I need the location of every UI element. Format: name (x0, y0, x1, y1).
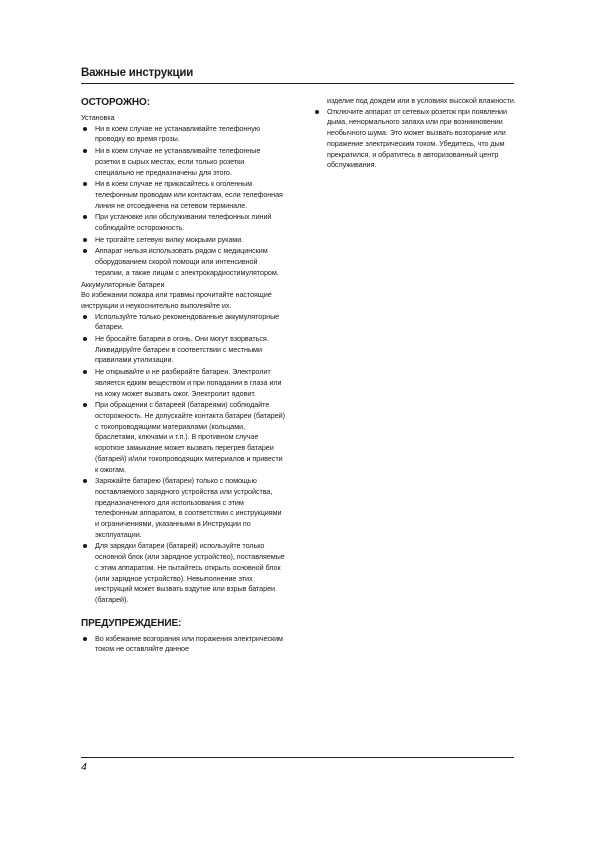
batteries-intro: Во избежании пожара или травмы прочитайте настоящие инструкции и неукоснительно выполняйте их. (81, 290, 272, 310)
caution-heading: ОСТОРОЖНО: (81, 97, 150, 108)
list-item: Не бросайте батареи в огонь. Они могут взорваться. Ликвидируйте батареи в соответствии с местными правилами утилизации. (81, 334, 285, 366)
batteries-subheading: Аккумуляторные батареи (81, 279, 165, 289)
list-item: Во избежание возгорания или поражения электрическим током не оставляйте данное (81, 634, 285, 655)
warning-list (81, 634, 285, 655)
list-item: При установке или обслуживании телефонных линий соблюдайте осторожность. (81, 212, 285, 233)
page-header (81, 64, 514, 84)
page-title: Важные инструкции (81, 67, 194, 79)
bullet-icon (315, 110, 319, 114)
list-item: Не трогайте сетевую вилку мокрыми руками. (81, 235, 285, 246)
left-column (81, 96, 285, 656)
bullet-icon (83, 215, 87, 219)
batteries-list (81, 312, 285, 606)
right-column (313, 96, 517, 172)
bullet-icon (83, 127, 87, 131)
bullet-icon (83, 479, 87, 483)
bullet-icon (83, 315, 87, 319)
list-item: При обращении с батареей (батареями) соблюдайте осторожность. Не допускайте контакта батареи (батарей) с токопроводящими материалами (кольцами, браслетами, ключами и т.п.). В противном случае короткое замыкание может вызвать перегрев батареи (батарей) и/или токопроводящих материалов и привести к ожогам. (81, 400, 285, 475)
bullet-icon (83, 182, 87, 186)
bullet-icon (83, 238, 87, 242)
page-footer (81, 757, 514, 773)
list-item: Заряжайте батарею (батареи) только с помощью поставляемого зарядного устройства или устройства, предназначенного для использования с этим телефонным аппаратом, в соответствии с инструкциями и ограничениями, указанными в Инструкции по эксплуатации. (81, 476, 285, 540)
warning-continuation: изделие под дождем или в условиях высокой влажности. (327, 96, 516, 105)
list-item: Используйте только рекомендованные аккумуляторные батареи. (81, 312, 285, 333)
list-item: Для зарядки батареи (батарей) используйте только основной блок (или зарядное устройство), поставляемые с этим аппаратом. Не пытайтесь открыть основной блок (или зарядное устройство). Невыполнение этих инструкций может вызвать вздутие или взрыв батареи (батарей). (81, 541, 285, 605)
bullet-icon (83, 249, 87, 253)
warning-list-continued (313, 107, 517, 171)
list-item: Ни в коем случае не устанавливайте телефонную проводку во время грозы. (81, 124, 285, 145)
bullet-icon (83, 337, 87, 341)
warning-heading: ПРЕДУПРЕЖДЕНИЕ: (81, 617, 182, 629)
installation-list (81, 124, 285, 279)
list-item: Ни в коем случае не прикасайтесь к оголенным телефонным проводам или контактам, если телефонная линия не отсоединена на сетевом терминале. (81, 179, 285, 211)
bullet-icon (83, 637, 87, 641)
bullet-icon (83, 370, 87, 374)
list-item: Отключите аппарат от сетевых розеток при появлении дыма, ненормального запаха или при возникновении необычного шума. Это может вызвать возгорание или поражение электрическим током. Убедитесь, что дым прекратился, и обратитесь в авторизованный центр обслуживания. (313, 107, 517, 171)
bullet-icon (83, 403, 87, 407)
installation-subheading: Установка (81, 113, 115, 122)
list-item: Аппарат нельзя использовать рядом с медицинским оборудованием скорой помощи или интенсивной терапии, а также лицам с электрокардиостимулятором. (81, 246, 285, 278)
list-item: Не открывайте и не разбирайте батареи. Электролит является едким веществом и при попадании в глаза или на кожу может вызвать ожог. Электролит ядовит. (81, 367, 285, 399)
page-number: 4 (81, 761, 87, 773)
bullet-icon (83, 544, 87, 548)
section-gap (81, 607, 285, 617)
bullet-icon (83, 149, 87, 153)
list-item: Ни в коем случае не устанавливайте телефонные розетки в сырых местах, если только розетки специально не предназначены для этого. (81, 146, 285, 178)
